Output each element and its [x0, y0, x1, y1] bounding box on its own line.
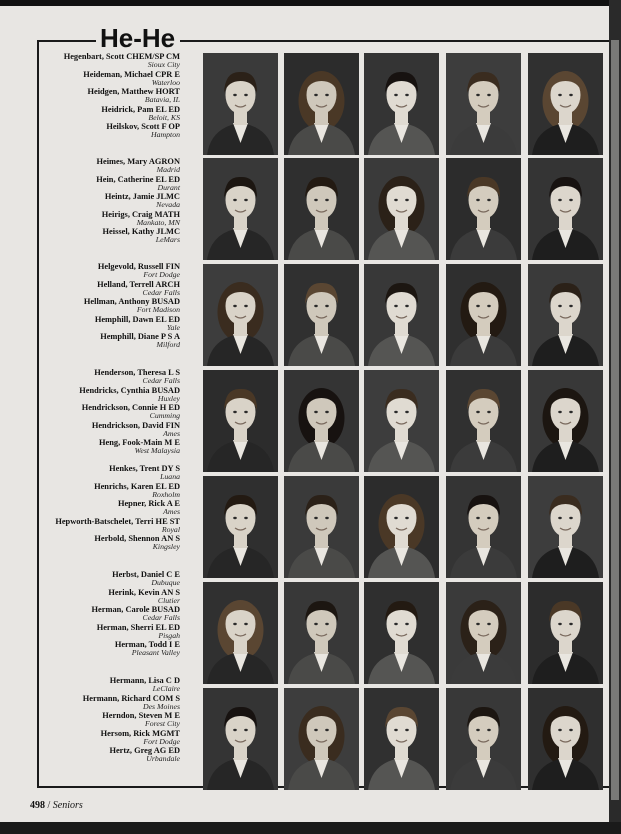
hometown: Ames — [163, 428, 180, 438]
portrait-image — [203, 370, 278, 472]
hometown: Roxholm — [152, 489, 180, 499]
portrait-photo — [528, 158, 603, 260]
student-name: Hepworth-Batschelet, Terri HE ST — [55, 516, 180, 526]
student-name: Herink, Kevin AN S — [108, 587, 180, 597]
portrait-photo — [203, 582, 278, 684]
portrait-photo — [203, 264, 278, 366]
page-footer — [30, 800, 83, 811]
portrait-image — [364, 582, 439, 684]
portrait-photo — [528, 476, 603, 578]
portrait-photo — [364, 688, 439, 790]
portrait-image — [203, 264, 278, 366]
hometown: Sioux City — [147, 60, 180, 69]
student-name: Hendricks, Cynthia BUSAD — [79, 385, 180, 395]
portrait-photo — [528, 53, 603, 155]
hometown: Madrid — [156, 165, 180, 174]
portrait-photo — [364, 264, 439, 366]
student-name: Hein, Catherine EL ED — [96, 174, 180, 184]
student-name: Henderson, Theresa L S — [94, 368, 180, 377]
student-name: Herman, Todd I E — [114, 640, 180, 649]
hometown: Waterloo — [151, 77, 180, 87]
student-name: Hegenbart, Scott CHEM/SP CM — [63, 52, 180, 61]
portrait-image — [446, 264, 521, 366]
binding-edge — [609, 0, 621, 834]
portrait-image — [284, 264, 359, 366]
entry-group-2 — [96, 157, 180, 245]
portrait-image — [203, 53, 278, 155]
portrait-image — [203, 582, 278, 684]
portrait-image — [284, 476, 359, 578]
portrait-photo — [446, 158, 521, 260]
hometown: Cedar Falls — [142, 613, 180, 622]
top-edge — [0, 0, 621, 6]
hometown: Kingsley — [152, 542, 180, 551]
portrait-photo — [528, 688, 603, 790]
entry-group-4 — [79, 368, 180, 456]
hometown: Ames — [163, 507, 180, 516]
hometown: Luana — [160, 472, 180, 481]
hometown: Mankato, MN — [136, 217, 180, 227]
portrait-photo — [284, 53, 359, 155]
student-name: Hermann, Richard COM S — [82, 693, 180, 703]
hometown: LeMars — [155, 235, 180, 244]
hometown: Cedar Falls — [142, 287, 180, 297]
portrait-photo — [446, 476, 521, 578]
hometown: Clutier — [157, 595, 180, 605]
portrait-image — [284, 53, 359, 155]
portrait-image — [528, 370, 603, 472]
hometown: LeClaire — [152, 684, 180, 693]
entry-group-3 — [84, 262, 180, 350]
hometown: Batavia, IL — [144, 95, 180, 104]
portrait-image — [446, 158, 521, 260]
portrait-image — [284, 582, 359, 684]
portrait-image — [203, 688, 278, 790]
portrait-photo — [284, 476, 359, 578]
hometown: Nevada — [156, 200, 180, 209]
hometown: Cedar Falls — [142, 376, 180, 385]
portrait-image — [528, 158, 603, 260]
portrait-image — [446, 582, 521, 684]
student-name: Heng, Fook-Main M E — [99, 438, 180, 447]
hometown: Beloit, KS — [148, 112, 180, 122]
portrait-photo — [203, 688, 278, 790]
portrait-image — [446, 53, 521, 155]
portrait-photo — [364, 370, 439, 472]
portrait-image — [364, 688, 439, 790]
student-name: Hermann, Lisa C D — [109, 676, 180, 685]
hometown: Forest City — [144, 719, 180, 728]
portrait-photo — [446, 582, 521, 684]
portrait-photo — [364, 158, 439, 260]
portrait-photo — [528, 264, 603, 366]
hometown: Cumming — [149, 411, 180, 420]
portrait-photo — [528, 582, 603, 684]
portrait-photo — [284, 370, 359, 472]
student-name: Heintz, Jamie JLMC — [104, 192, 180, 201]
hometown: Fort Madison — [136, 305, 180, 314]
student-name: Heissel, Kathy JLMC — [102, 227, 180, 236]
hometown: Urbandale — [146, 754, 180, 763]
student-name: Herndon, Steven M E — [102, 711, 180, 720]
portrait-image — [528, 582, 603, 684]
hometown: Dubuque — [151, 578, 180, 587]
portrait-photo — [203, 476, 278, 578]
portrait-image — [446, 476, 521, 578]
entry-group-1 — [64, 52, 180, 140]
student-name: Hendrickson, David FIN — [91, 420, 180, 430]
student-name: Helland, Terrell ARCH — [97, 279, 180, 289]
portrait-image — [364, 158, 439, 260]
student-name: Hepner, Rick A E — [117, 499, 180, 508]
portrait-photo — [364, 476, 439, 578]
student-name: Heideman, Michael CPR E — [83, 69, 180, 79]
portrait-photo — [446, 688, 521, 790]
portrait-image — [203, 476, 278, 578]
student-name: Hendrickson, Connie H ED — [81, 403, 180, 412]
student-name: Heilskov, Scott F OP — [106, 122, 180, 131]
portrait-photo — [364, 582, 439, 684]
portrait-image — [528, 476, 603, 578]
portrait-photo — [364, 53, 439, 155]
portrait-image — [528, 688, 603, 790]
portrait-photo — [284, 158, 359, 260]
portrait-photo — [446, 53, 521, 155]
student-name: Herbst, Daniel C E — [112, 570, 180, 579]
portrait-image — [528, 264, 603, 366]
hometown: Fort Dodge — [143, 736, 180, 746]
bottom-edge — [0, 822, 621, 834]
student-name: Hemphill, Dawn EL ED — [94, 314, 180, 324]
hometown: Milford — [156, 340, 180, 349]
portrait-image — [364, 370, 439, 472]
hometown: Des Moines — [142, 701, 180, 711]
section-name: Seniors — [52, 800, 83, 811]
portrait-photo — [446, 370, 521, 472]
page-number: 498 — [30, 800, 45, 811]
hometown: Fort Dodge — [143, 270, 180, 279]
portrait-image — [284, 370, 359, 472]
portrait-photo — [284, 264, 359, 366]
student-name: Henrichs, Karen EL ED — [94, 481, 180, 491]
portrait-photo — [203, 53, 278, 155]
left-border-rule — [37, 40, 39, 788]
entry-group-7 — [83, 676, 180, 764]
portrait-image — [364, 53, 439, 155]
hometown: Pisgah — [158, 630, 180, 640]
hometown: West Malaysia — [134, 446, 180, 455]
header-rule-left — [37, 40, 97, 42]
portrait-image — [528, 53, 603, 155]
student-name: Hellman, Anthony BUSAD — [83, 297, 180, 306]
hometown: Hampton — [150, 130, 180, 139]
portrait-photo — [284, 688, 359, 790]
portrait-image — [203, 158, 278, 260]
student-name: Hertz, Greg AG ED — [109, 746, 180, 755]
header-rule-right — [180, 40, 609, 42]
portrait-photo — [203, 370, 278, 472]
hometown: Yale — [166, 322, 180, 332]
portrait-photo — [284, 582, 359, 684]
portrait-image — [446, 688, 521, 790]
student-name: Hemphill, Diane P S A — [100, 332, 180, 341]
hometown: Pleasant Valley — [131, 648, 180, 657]
student-name: Herman, Sherri EL ED — [96, 622, 180, 632]
student-name: Henkes, Trent DY S — [109, 464, 180, 473]
entry-group-6 — [92, 570, 180, 658]
footer-separator: / — [45, 800, 53, 811]
student-name: Heirigs, Craig MATH — [101, 209, 180, 219]
portrait-photo — [446, 264, 521, 366]
student-name: Helgevold, Russell FIN — [97, 262, 180, 271]
student-name: Heidrick, Pam EL ED — [101, 104, 180, 114]
entry-group-5 — [55, 464, 180, 552]
hometown: Durant — [157, 182, 180, 192]
page-header: He-He — [96, 24, 179, 52]
portrait-image — [364, 476, 439, 578]
portrait-photo — [203, 158, 278, 260]
student-name: Herbold, Shennon AN S — [94, 534, 180, 543]
student-name: Heimes, Mary AGRON — [96, 157, 180, 166]
student-name: Heidgen, Matthew HORT — [87, 87, 180, 96]
hometown: Royal — [161, 524, 180, 534]
hometown: Huxley — [157, 393, 180, 403]
student-name: Herman, Carole BUSAD — [91, 605, 180, 614]
portrait-photo — [528, 370, 603, 472]
student-name: Hersom, Rick MGMT — [100, 728, 180, 738]
portrait-image — [284, 158, 359, 260]
portrait-image — [364, 264, 439, 366]
portrait-image — [446, 370, 521, 472]
portrait-image — [284, 688, 359, 790]
